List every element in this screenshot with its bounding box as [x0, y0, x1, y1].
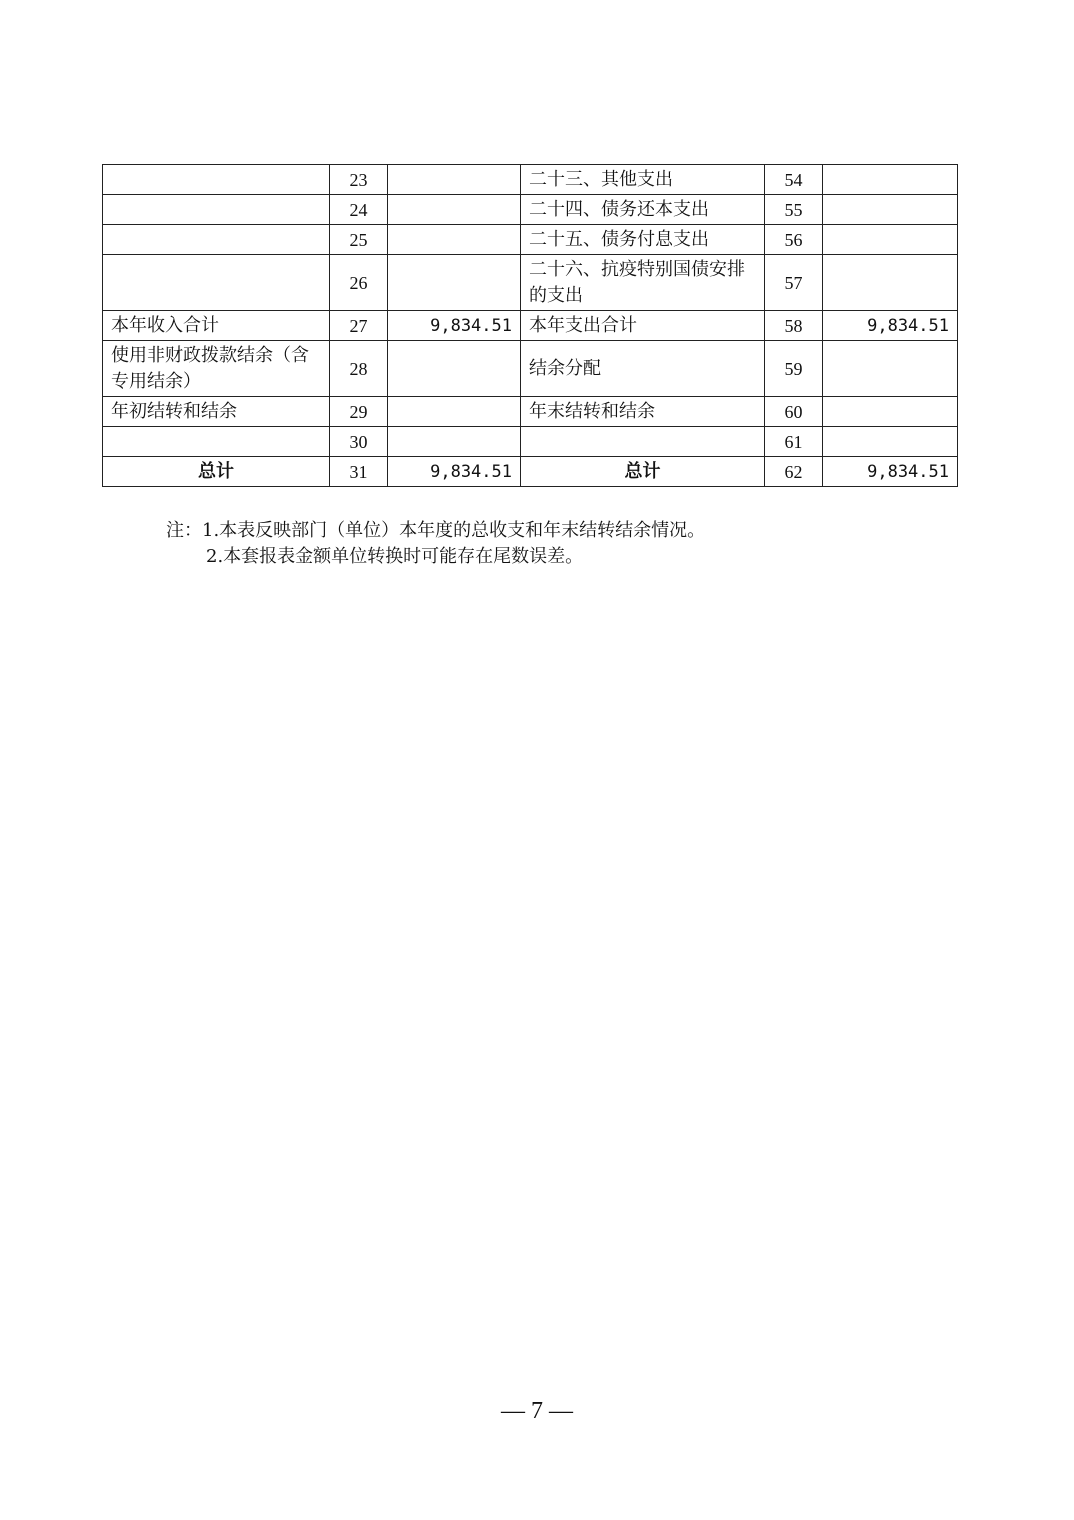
income-amount: [388, 427, 521, 457]
expense-amount: [823, 397, 958, 427]
expense-row-number: 56: [765, 225, 823, 255]
table-row: [103, 311, 958, 341]
page-number: — 7 —: [501, 1398, 573, 1424]
income-row-number: 24: [330, 195, 388, 225]
expense-row-number: 58: [765, 311, 823, 341]
income-amount: [388, 225, 521, 255]
income-row-number: 30: [330, 427, 388, 457]
income-amount: [388, 165, 521, 195]
table-row: [103, 397, 958, 427]
expense-total-label: 总计: [521, 457, 765, 487]
income-row-number: 31: [330, 457, 388, 487]
income-total-label: 总计: [103, 457, 330, 487]
income-label: [103, 427, 330, 457]
income-label: 年初结转和结余: [103, 397, 330, 427]
income-label: [103, 225, 330, 255]
table-row: [103, 195, 958, 225]
expense-row-number: 60: [765, 397, 823, 427]
expense-label: 二十五、债务付息支出: [521, 225, 765, 255]
expense-amount: [823, 195, 958, 225]
table-row: [103, 341, 958, 397]
budget-summary-table: [102, 164, 958, 487]
income-amount: [388, 397, 521, 427]
table-row: [103, 427, 958, 457]
income-total-amount: 9,834.51: [388, 457, 521, 487]
expense-amount: [823, 165, 958, 195]
table-row: [103, 255, 958, 311]
expense-label: 本年支出合计: [521, 311, 765, 341]
income-amount: [388, 255, 521, 311]
income-label: [103, 195, 330, 225]
income-label: 本年收入合计: [103, 311, 330, 341]
expense-label: 二十四、债务还本支出: [521, 195, 765, 225]
income-row-number: 23: [330, 165, 388, 195]
note-line-1: 注：1.本表反映部门（单位）本年度的总收支和年末结转结余情况。: [166, 520, 706, 541]
expense-row-number: 61: [765, 427, 823, 457]
income-row-number: 26: [330, 255, 388, 311]
table-row-total: [103, 457, 958, 487]
income-row-number: 27: [330, 311, 388, 341]
expense-row-number: 57: [765, 255, 823, 311]
income-amount: [388, 341, 521, 397]
expense-label: [521, 427, 765, 457]
income-label: [103, 255, 330, 311]
expense-row-number: 59: [765, 341, 823, 397]
expense-amount: [823, 255, 958, 311]
income-row-number: 25: [330, 225, 388, 255]
expense-total-amount: 9,834.51: [823, 457, 958, 487]
table-row: [103, 165, 958, 195]
income-amount: [388, 195, 521, 225]
expense-amount: [823, 427, 958, 457]
expense-label: 二十三、其他支出: [521, 165, 765, 195]
expense-label: 年末结转和结余: [521, 397, 765, 427]
income-label: [103, 165, 330, 195]
income-label: 使用非财政拨款结余（含专用结余）: [103, 341, 330, 397]
expense-label: 二十六、抗疫特别国债安排的支出: [521, 255, 765, 311]
income-row-number: 28: [330, 341, 388, 397]
table-row: [103, 225, 958, 255]
expense-row-number: 54: [765, 165, 823, 195]
table-notes: [166, 518, 705, 570]
expense-row-number: 55: [765, 195, 823, 225]
note-line-2: 2.本套报表金额单位转换时可能存在尾数误差。: [206, 546, 584, 567]
expense-row-number: 62: [765, 457, 823, 487]
expense-amount: 9,834.51: [823, 311, 958, 341]
expense-label: 结余分配: [521, 341, 765, 397]
expense-amount: [823, 341, 958, 397]
income-row-number: 29: [330, 397, 388, 427]
expense-amount: [823, 225, 958, 255]
income-amount: 9,834.51: [388, 311, 521, 341]
